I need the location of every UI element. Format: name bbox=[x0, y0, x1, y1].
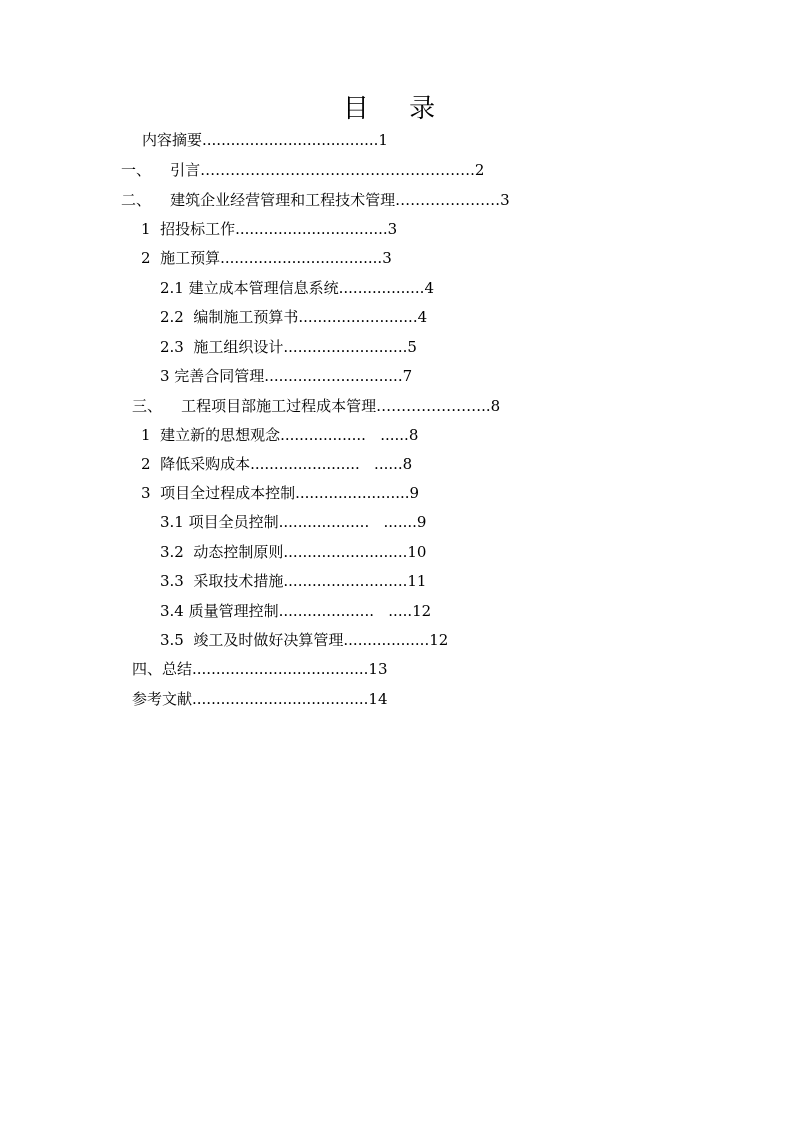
toc-entry-text: 1 建立新的思想观念.................. ......8 bbox=[141, 426, 419, 444]
toc-entry-text: 2 降低采购成本....................... ......8 bbox=[141, 455, 413, 473]
toc-entry-text: 2.3 施工组织设计..........................5 bbox=[160, 338, 417, 356]
toc-entry-text: 2 施工预算..................................3 bbox=[141, 249, 392, 267]
toc-entry-text: 2.1 建立成本管理信息系统..................4 bbox=[160, 279, 434, 297]
toc-entry-2-2-3[interactable] bbox=[160, 335, 580, 359]
toc-entry-3-3-2[interactable] bbox=[160, 540, 580, 564]
toc-entry-text: 一、 引言……………………………………………….2 bbox=[121, 161, 485, 179]
toc-entry-text: 3 项目全过程成本控制........................9 bbox=[141, 484, 420, 502]
toc-entry-abstract[interactable] bbox=[142, 128, 582, 152]
toc-entry-intro[interactable] bbox=[121, 158, 581, 182]
toc-entry-section-2[interactable] bbox=[121, 188, 581, 212]
toc-entry-section-3[interactable] bbox=[132, 394, 582, 418]
toc-entry-2-2-2[interactable] bbox=[160, 305, 580, 329]
toc-entry-3-2[interactable] bbox=[141, 452, 581, 476]
toc-entry-3-3-4[interactable] bbox=[160, 599, 580, 623]
toc-entry-text: 3.3 采取技术措施..........................11 bbox=[160, 572, 427, 590]
toc-entry-3-3-3[interactable] bbox=[160, 569, 580, 593]
toc-entry-references[interactable] bbox=[132, 687, 582, 711]
toc-entry-3-3[interactable] bbox=[141, 481, 581, 505]
toc-entry-text: 2.2 编制施工预算书.........................4 bbox=[160, 308, 428, 326]
toc-entry-2-1[interactable] bbox=[141, 217, 581, 241]
toc-entry-2-3[interactable] bbox=[160, 364, 580, 388]
toc-entry-text: 内容摘要.....................................1 bbox=[142, 131, 388, 149]
toc-entry-text: 二、 建筑企业经营管理和工程技术管理…………………3 bbox=[121, 191, 510, 209]
toc-entry-text: 3.2 动态控制原则..........................10 bbox=[160, 543, 427, 561]
page-title: 目 录 bbox=[342, 94, 452, 124]
toc-entry-text: 四、总结.....................................13 bbox=[132, 660, 388, 678]
toc-entry-3-1[interactable] bbox=[141, 423, 581, 447]
toc-entry-text: 3.5 竣工及时做好决算管理..................12 bbox=[160, 631, 449, 649]
toc-entry-text: 三、 工程项目部施工过程成本管理…………………..8 bbox=[132, 397, 501, 415]
toc-entry-3-3-5[interactable] bbox=[160, 628, 580, 652]
toc-entry-3-3-1[interactable] bbox=[160, 510, 580, 534]
toc-entry-2-2[interactable] bbox=[141, 246, 581, 270]
toc-entry-summary[interactable] bbox=[132, 657, 582, 681]
toc-entry-text: 1 招投标工作................................3 bbox=[141, 220, 398, 238]
toc-entry-text: 参考文献.....................................14 bbox=[132, 690, 388, 708]
toc-entry-text: 3.1 项目全员控制................... .......9 bbox=[160, 513, 427, 531]
toc-entry-text: 3.4 质量管理控制.................... .....12 bbox=[160, 602, 432, 620]
toc-entry-2-2-1[interactable] bbox=[160, 276, 580, 300]
toc-entry-text: 3 完善合同管理.............................7 bbox=[160, 367, 413, 385]
